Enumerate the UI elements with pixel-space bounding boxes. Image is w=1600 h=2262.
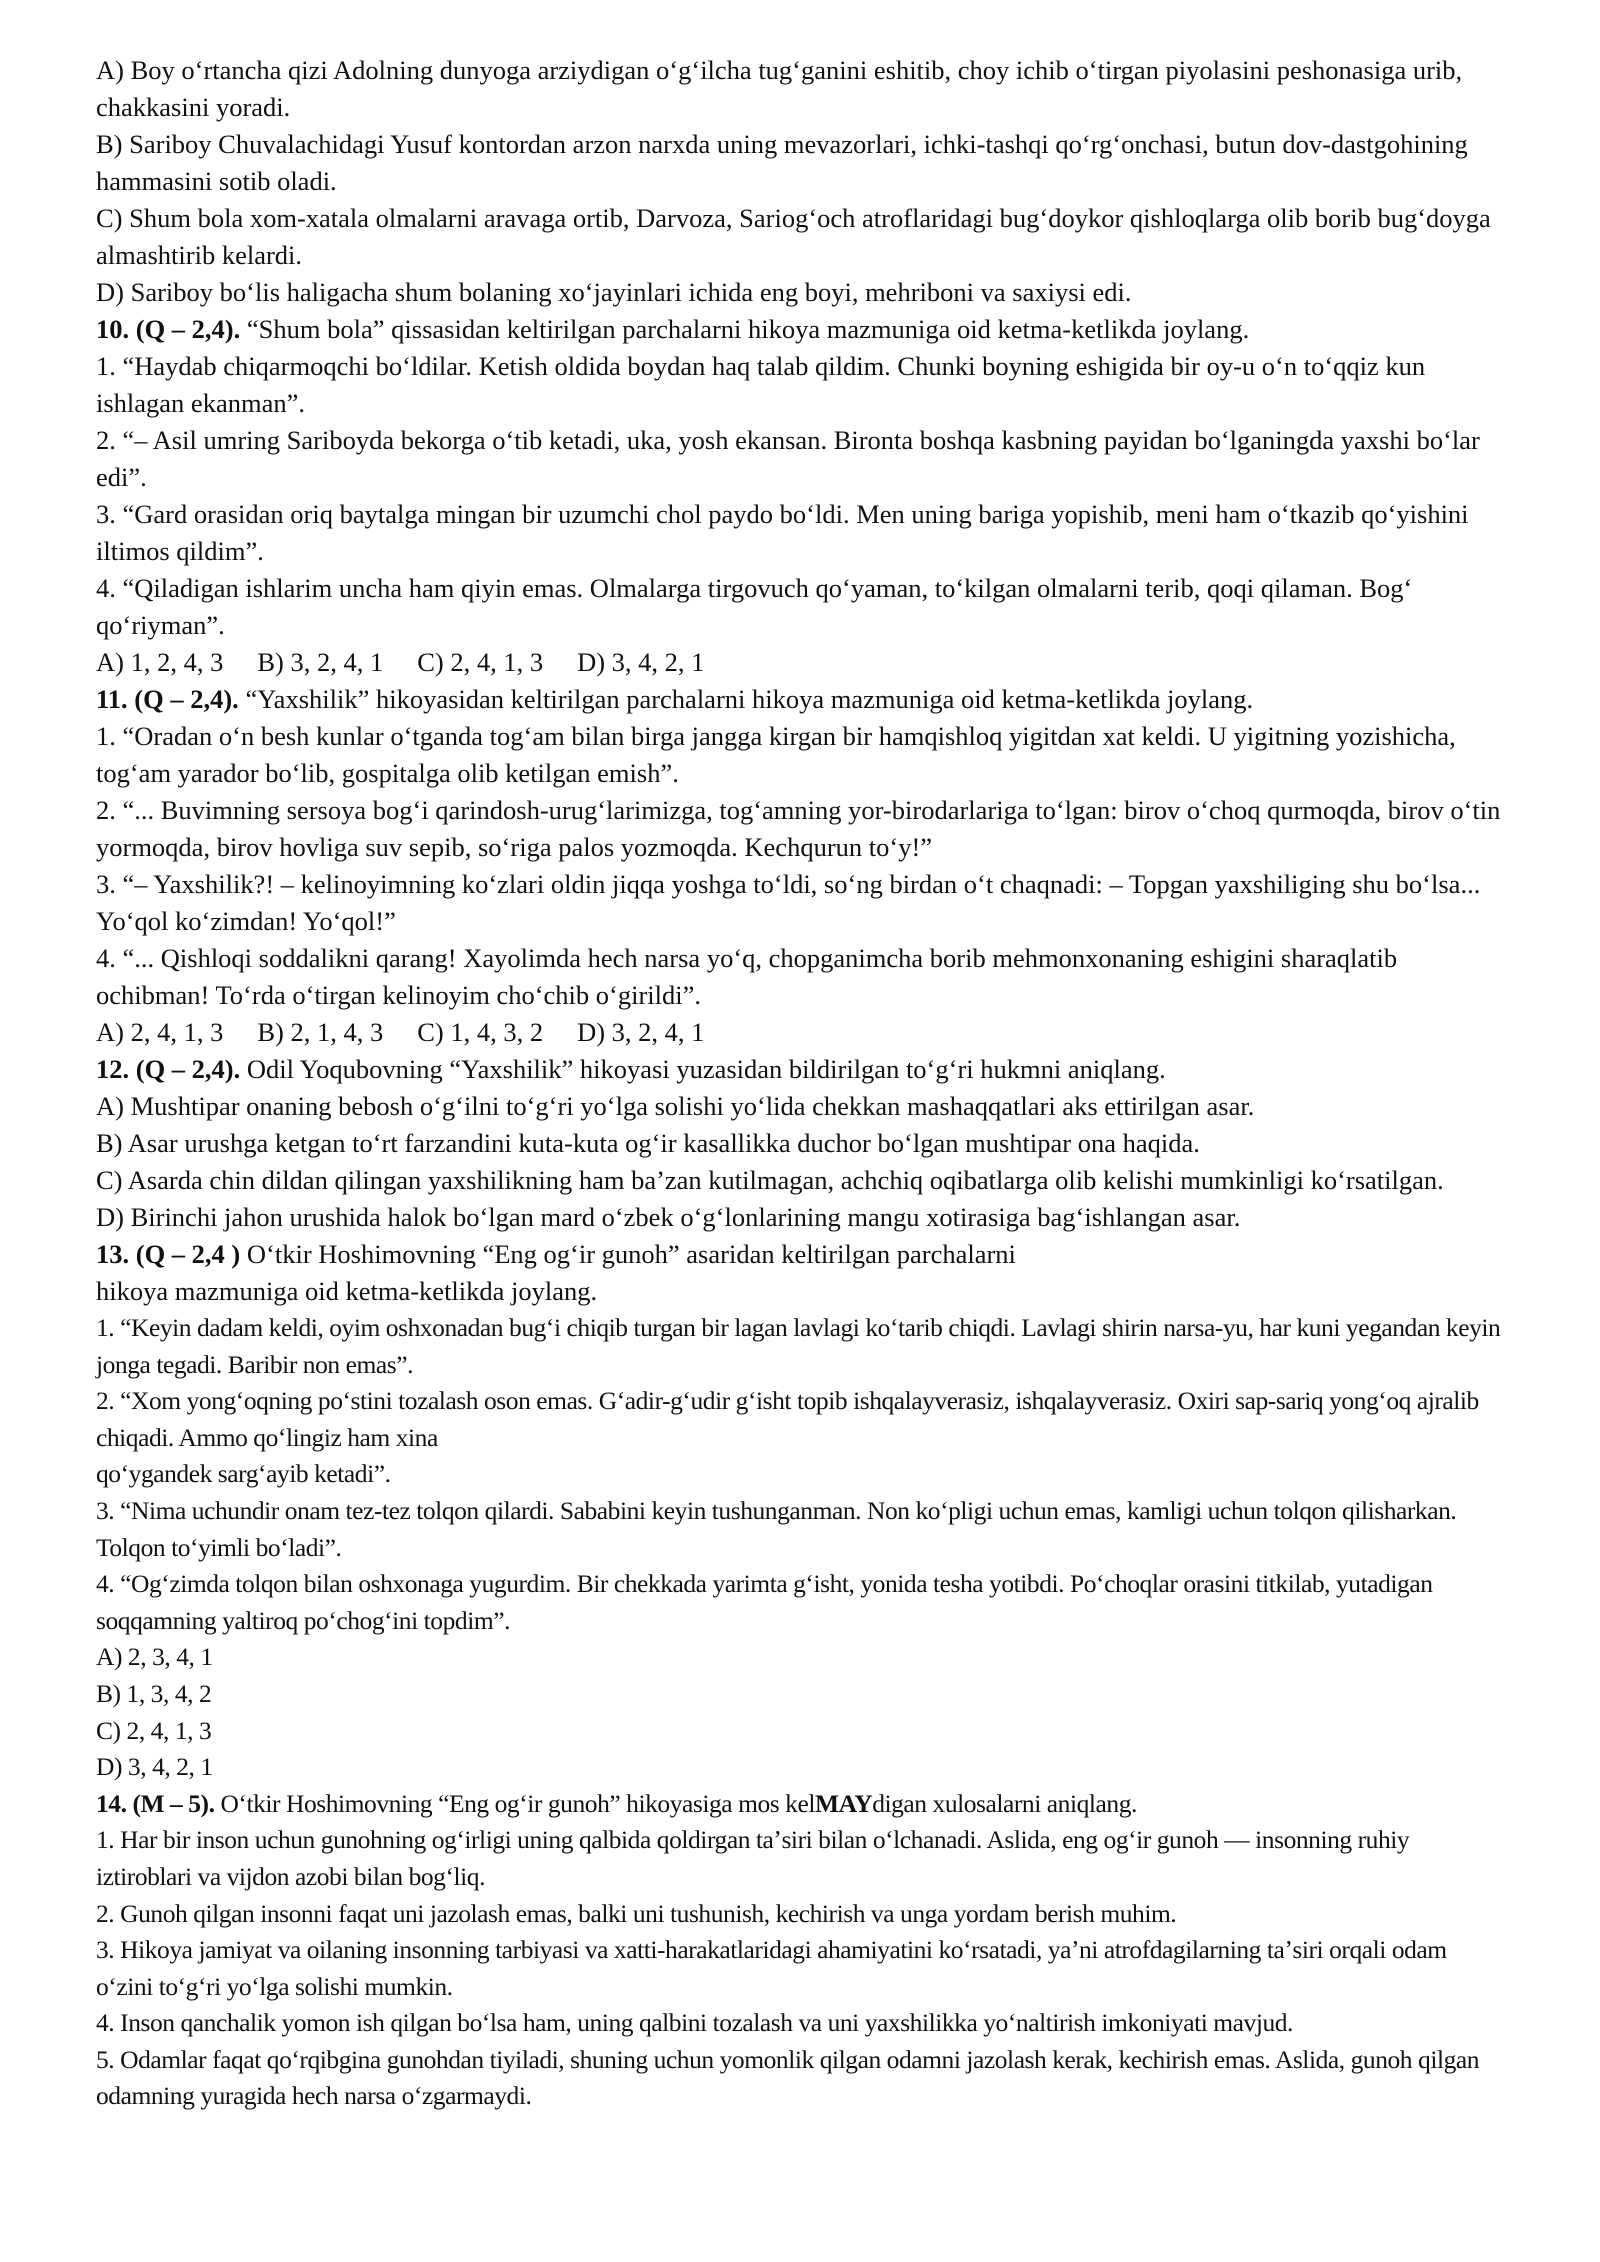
q12-heading xyxy=(96,1051,1508,1088)
q14-heading xyxy=(96,1786,1508,1823)
q9-option-d: D) Sariboy boʻlis haligacha shum bolaning xoʻjayinlari ichida eng boyi, mehriboni va saxiysi edi. xyxy=(96,277,1132,307)
q13-title-line2: hikoya mazmuniga oid ketma-ketlikda joylang. xyxy=(96,1276,598,1306)
q10-answer-c: C) 2, 4, 1, 3 xyxy=(417,647,544,677)
q12-option-c: C) Asarda chin dildan qilingan yaxshilikning ham baʼzan kutilmagan, achchiq oqibatlarga olib kelishi mumkinligi koʻrsatilgan. xyxy=(96,1165,1444,1195)
q14-item: 5. Odamlar faqat qoʻrqibgina gunohdan tiyiladi, shuning uchun yomonlik qilgan odamni jazolash kerak, kechirish emas. Aslida, gunoh qilgan odamning yuragida hech narsa oʻzgarmaydi. xyxy=(96,2044,1480,2111)
q11-item: 1. “Oradan oʻn besh kunlar oʻtganda togʻam bilan birga jangga kirgan bir hamqishloq yigitdan xat keldi. U yigitning yozishicha, togʻam yarador boʻlib, gospitalga olib ketilgan emish”. xyxy=(96,721,1456,788)
q13-item-continuation: qoʻygandek sargʻayib ketadi”. xyxy=(96,1459,391,1489)
q14-title: Oʻtkir Hoshimovning “Eng ogʻir gunoh” hikoyasiga mos kel xyxy=(214,1788,815,1818)
q10-item: 1. “Haydab chiqarmoqchi boʻldilar. Ketish oldida boydan haq talab qildim. Chunki boyning eshigida bir oy-u oʻn toʻqqiz kun ishlagan ekanman”. xyxy=(96,351,1426,418)
q13-answer-b: B) 1, 3, 4, 2 xyxy=(96,1678,212,1708)
q13-answer-d: D) 3, 4, 2, 1 xyxy=(96,1752,213,1782)
q13-answer-c: C) 2, 4, 1, 3 xyxy=(96,1715,212,1745)
q11-heading xyxy=(96,681,1508,718)
q13-heading xyxy=(96,1236,1508,1273)
q12-option-b: B) Asar urushga ketgan toʻrt farzandini kuta-kuta ogʻir kasallikka duchor boʻlgan mushtipar ona haqida. xyxy=(96,1128,1200,1158)
q11-item: 2. “... Buvimning sersoya bogʻi qarindosh-urugʻlarimizga, togʻamning yor-birodarlariga toʻlgan: birov oʻchoq qurmoqda, birov oʻtin yormoqda, birov hovliga suv sepib, soʻriga palos yozmoqda. Kechqurun toʻy!” xyxy=(96,795,1501,862)
q11-answers xyxy=(96,1014,1508,1051)
q12-option-d: D) Birinchi jahon urushida halok boʻlgan mard oʻzbek oʻgʻlonlarining mangu xotirasiga bagʻishlangan asar. xyxy=(96,1202,1241,1232)
q11-answer-b: B) 2, 1, 4, 3 xyxy=(257,1017,384,1047)
q10-title: “Shum bola” qissasidan keltirilgan parchalarni hikoya mazmuniga oid ketma-ketlikda joylang. xyxy=(240,314,1250,344)
q11-answer-c: C) 1, 4, 3, 2 xyxy=(417,1017,544,1047)
q10-heading xyxy=(96,311,1508,348)
q11-item: 4. “... Qishloqi soddalikni qarang! Xayolimda hech narsa yoʻq, chopganimcha borib mehmonxonaning eshigini sharaqlatib ochibman! Toʻrda oʻtirgan kelinoyim choʻchib oʻgirildi”. xyxy=(96,943,1398,1010)
q14-item: 3. Hikoya jamiyat va oilaning insonning tarbiyasi va xatti-harakatlaridagi ahamiyatini koʻrsatadi, yaʼni atrofdagilarning taʼsiri orqali odam oʻzini toʻgʻri yoʻlga solishi mumkin. xyxy=(96,1935,1447,2001)
q14-title-end: digan xulosalarni aniqlang. xyxy=(872,1788,1137,1818)
q13-item: 4. “Ogʻzimda tolqon bilan oshxonaga yugurdim. Bir chekkada yarimta gʻisht, yonida tesha yotibdi. Poʻchoqlar orasini titkilab, yutadigan soqqamning yaltiroq poʻchogʻini topdim”. xyxy=(96,1569,1433,1635)
q14-item: 4. Inson qanchalik yomon ish qilgan boʻlsa ham, uning qalbini tozalash va uni yaxshilikka yoʻnaltirish imkoniyati mavjud. xyxy=(96,2008,1293,2038)
q13-item: 3. “Nima uchundir onam tez-tez tolqon qilardi. Sababini keyin tushunganman. Non koʻpligi uchun emas, kamligi uchun tolqon qilisharkan. Tolqon toʻyimli boʻladi”. xyxy=(96,1495,1457,1562)
q13-number: 13. (Q – 2,4 ) xyxy=(96,1239,241,1269)
q10-item: 2. “– Asil umring Sariboyda bekorga oʻtib ketadi, uka, yosh ekansan. Bironta boshqa kasbning payidan boʻlganingda yaxshi boʻlar edi”. xyxy=(96,425,1480,492)
q10-answer-d: D) 3, 4, 2, 1 xyxy=(577,647,705,677)
q11-answer-a: A) 2, 4, 1, 3 xyxy=(96,1017,224,1047)
q11-item: 3. “– Yaxshilik?! – kelinoyimning koʻzlari oldin jiqqa yoshga toʻldi, soʻng birdan oʻt chaqnadi: – Topgan yaxshiliging shu boʻlsa... Yoʻqol koʻzimdan! Yoʻqol!” xyxy=(96,869,1481,936)
q10-answer-a: A) 1, 2, 4, 3 xyxy=(96,647,224,677)
q13-item: 1. “Keyin dadam keldi, oyim oshxonadan bugʻi chiqib turgan bir lagan lavlagi koʻtarib chiqdi. Lavlagi shirin narsa-yu, har kuni yegandan keyin jonga tegadi. Baribir non emas”. xyxy=(96,1313,1501,1379)
q10-item: 4. “Qiladigan ishlarim uncha ham qiyin emas. Olmalarga tirgovuch qoʻyaman, toʻkilgan olmalarni terib, qoqi qilaman. Bogʻ qoʻriyman”. xyxy=(96,573,1413,640)
q13-item: 2. “Xom yongʻoqning poʻstini tozalash oson emas. Gʻadir-gʻudir gʻisht topib ishqalayverasiz, ishqalayverasiz. Oxiri sap-sariq yongʻoq ajralib chiqadi. Ammo qoʻlingiz ham xina xyxy=(96,1386,1479,1452)
q13-answer-a: A) 2, 3, 4, 1 xyxy=(96,1642,213,1672)
q14-title-emphasis: MAY xyxy=(814,1788,873,1818)
q9-option-b: B) Sariboy Chuvalachidagi Yusuf kontordan arzon narxda uning mevazorlari, ichki-tashqi qoʻrgʻonchasi, butun dov-dastgohining hammasini sotib oladi. xyxy=(96,129,1468,196)
q10-answers xyxy=(96,644,1508,681)
q14-item: 2. Gunoh qilgan insonni faqat uni jazolash emas, balki uni tushunish, kechirish va unga yordam berish muhim. xyxy=(96,1898,1177,1928)
q11-answer-d: D) 3, 2, 4, 1 xyxy=(577,1017,705,1047)
q10-answer-b: B) 3, 2, 4, 1 xyxy=(257,647,384,677)
q10-item: 3. “Gard orasidan oriq baytalga mingan bir uzumchi chol paydo boʻldi. Men uning bariga yopishib, meni ham oʻtkazib qoʻyishini iltimos qildim”. xyxy=(96,499,1469,566)
q12-option-a: A) Mushtipar onaning bebosh oʻgʻilni toʻgʻri yoʻlga solishi yoʻlida chekkan mashaqqatlari aks ettirilgan asar. xyxy=(96,1091,1255,1121)
q11-title: “Yaxshilik” hikoyasidan keltirilgan parchalarni hikoya mazmuniga oid ketma-ketlikda joylang. xyxy=(238,684,1254,714)
q14-number: 14. (M – 5). xyxy=(96,1788,215,1818)
q10-number: 10. (Q – 2,4). xyxy=(96,314,241,344)
q12-number: 12. (Q – 2,4). xyxy=(96,1054,241,1084)
q11-number: 11. (Q – 2,4). xyxy=(96,684,239,714)
q9-option-c: C) Shum bola xom-xatala olmalarni aravaga ortib, Darvoza, Sariogʻoch atroflaridagi bugʻdoykor qishloqlarga olib borib bugʻdoyga almashtirib kelardi. xyxy=(96,203,1491,270)
q12-title: Odil Yoqubovning “Yaxshilik” hikoyasi yuzasidan bildirilgan toʻgʻri hukmni aniqlang. xyxy=(240,1054,1166,1084)
q9-option-a: A) Boy oʻrtancha qizi Adolning dunyoga arziydigan oʻgʻilcha tugʻganini eshitib, choy ichib oʻtirgan piyolasini peshonasiga urib, chakkasini yoradi. xyxy=(96,55,1463,122)
q14-item: 1. Har bir inson uchun gunohning ogʻirligi uning qalbida qoldirgan taʼsiri bilan oʻlchanadi. Aslida, eng ogʻir gunoh — insonning ruhiy iztiroblari va vijdon azobi bilan bogʻliq. xyxy=(96,1825,1410,1891)
q13-title: Oʻtkir Hoshimovning “Eng ogʻir gunoh” asaridan keltirilgan parchalarni xyxy=(240,1239,1016,1269)
